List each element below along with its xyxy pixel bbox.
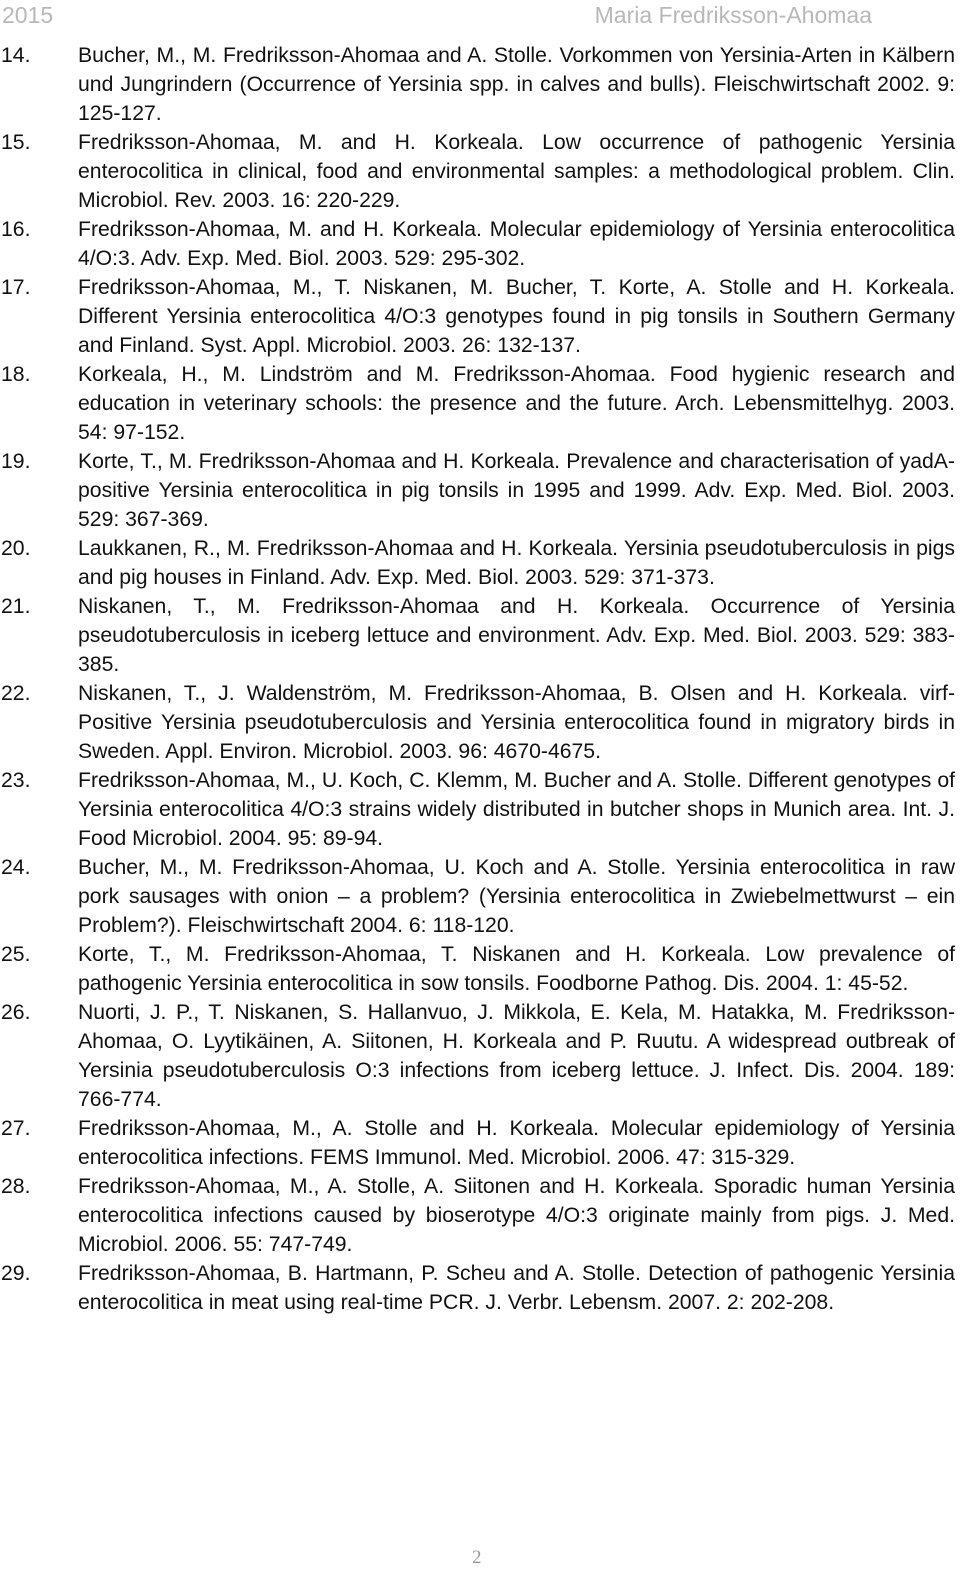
reference-number: 16. — [1, 218, 31, 241]
reference-number: 14. — [1, 44, 31, 67]
reference-number: 20. — [1, 537, 31, 560]
reference-text: Fredriksson-Ahomaa, M., T. Niskanen, M. Bucher, T. Korte, A. Stolle and H. Korkeala. Different Yersinia enterocolitica 4/O:3 genotypes found in pig tonsils in Southern Germany and Finland. Syst. Appl. Microbiol. 2003. 26: 132-137. — [78, 276, 955, 357]
header-author: Maria Fredriksson-Ahomaa — [594, 2, 872, 28]
reference-text: Korkeala, H., M. Lindström and M. Fredriksson-Ahomaa. Food hygienic research and education in veterinary schools: the presence and the future. Arch. Lebensmittelhyg. 2003. 54: 97-152. — [78, 363, 955, 444]
reference-number: 29. — [1, 1262, 31, 1285]
reference-number: 17. — [1, 276, 31, 299]
reference-item — [0, 273, 955, 360]
reference-number: 19. — [1, 450, 31, 473]
reference-text: Bucher, M., M. Fredriksson-Ahomaa, U. Koch and A. Stolle. Yersinia enterocolitica in raw pork sausages with onion – a problem? (Yersinia enterocolitica in Zwiebelmettwurst – ein Problem?). Fleischwirtschaft 2004. 6: 118-120. — [78, 856, 955, 937]
reference-text: Fredriksson-Ahomaa, B. Hartmann, P. Scheu and A. Stolle. Detection of pathogenic Yersinia enterocolitica in meat using real-time PCR. J. Verbr. Lebensm. 2007. 2: 202-208. — [78, 1262, 955, 1314]
reference-item — [0, 766, 955, 853]
page-number: 2 — [472, 1547, 482, 1568]
reference-text: Bucher, M., M. Fredriksson-Ahomaa and A. Stolle. Vorkommen von Yersinia-Arten in Kälbern und Jungrindern (Occurrence of Yersinia spp. in calves and bulls). Fleischwirtschaft 2002. 9: 125-127. — [78, 44, 955, 125]
reference-item — [0, 128, 955, 215]
reference-number: 23. — [1, 769, 31, 792]
reference-text: Korte, T., M. Fredriksson-Ahomaa, T. Niskanen and H. Korkeala. Low prevalence of pathogenic Yersinia enterocolitica in sow tonsils. Foodborne Pathog. Dis. 2004. 1: 45-52. — [78, 943, 955, 995]
reference-number: 28. — [1, 1175, 31, 1198]
reference-number: 25. — [1, 943, 31, 966]
reference-text: Korte, T., M. Fredriksson-Ahomaa and H. Korkeala. Prevalence and characterisation of yadA-positive Yersinia enterocolitica in pig tonsils in 1995 and 1999. Adv. Exp. Med. Biol. 2003. 529: 367-369. — [78, 450, 955, 531]
reference-text: Fredriksson-Ahomaa, M., A. Stolle, A. Siitonen and H. Korkeala. Sporadic human Yersinia enterocolitica infections caused by bioserotype 4/O:3 originate mainly from pigs. J. Med. Microbiol. 2006. 55: 747-749. — [78, 1175, 955, 1256]
reference-item — [0, 592, 955, 679]
reference-item — [0, 853, 955, 940]
reference-item — [0, 41, 955, 128]
reference-item — [0, 1172, 955, 1259]
page-header — [0, 0, 960, 30]
reference-number: 15. — [1, 131, 31, 154]
reference-text: Fredriksson-Ahomaa, M., A. Stolle and H. Korkeala. Molecular epidemiology of Yersinia enterocolitica infections. FEMS Immunol. Med. Microbiol. 2006. 47: 315-329. — [78, 1117, 955, 1169]
reference-text: Laukkanen, R., M. Fredriksson-Ahomaa and H. Korkeala. Yersinia pseudotuberculosis in pigs and pig houses in Finland. Adv. Exp. Med. Biol. 2003. 529: 371-373. — [78, 537, 955, 589]
reference-text: Nuorti, J. P., T. Niskanen, S. Hallanvuo, J. Mikkola, E. Kela, M. Hatakka, M. Fredriksson-Ahomaa, O. Lyytikäinen, A. Siitonen, H. Korkeala and P. Ruutu. A widespread outbreak of Yersinia pseudotuberculosis O:3 infections from iceberg lettuce. J. Infect. Dis. 2004. 189: 766-774. — [78, 1001, 955, 1111]
reference-number: 22. — [1, 682, 31, 705]
reference-list — [0, 41, 955, 1317]
header-year: 2015 — [2, 2, 54, 28]
reference-item — [0, 679, 955, 766]
reference-item — [0, 940, 955, 998]
reference-item — [0, 1114, 955, 1172]
reference-item — [0, 215, 955, 273]
reference-text: Fredriksson-Ahomaa, M. and H. Korkeala. Molecular epidemiology of Yersinia enterocolitica 4/O:3. Adv. Exp. Med. Biol. 2003. 529: 295-302. — [78, 218, 955, 270]
reference-item — [0, 534, 955, 592]
reference-number: 26. — [1, 1001, 31, 1024]
reference-number: 18. — [1, 363, 31, 386]
reference-text: Fredriksson-Ahomaa, M. and H. Korkeala. Low occurrence of pathogenic Yersinia enterocolitica in clinical, food and environmental samples: a methodological problem. Clin. Microbiol. Rev. 2003. 16: 220-229. — [78, 131, 955, 212]
reference-item — [0, 360, 955, 447]
reference-text: Niskanen, T., J. Waldenström, M. Fredriksson-Ahomaa, B. Olsen and H. Korkeala. virf-Positive Yersinia pseudotuberculosis and Yersinia enterocolitica found in migratory birds in Sweden. Appl. Environ. Microbiol. 2003. 96: 4670-4675. — [78, 682, 955, 763]
reference-number: 21. — [1, 595, 31, 618]
reference-number: 27. — [1, 1117, 31, 1140]
reference-number: 24. — [1, 856, 31, 879]
reference-text: Niskanen, T., M. Fredriksson-Ahomaa and H. Korkeala. Occurrence of Yersinia pseudotuberculosis in iceberg lettuce and environment. Adv. Exp. Med. Biol. 2003. 529: 383-385. — [78, 595, 955, 676]
reference-item — [0, 998, 955, 1114]
reference-text: Fredriksson-Ahomaa, M., U. Koch, C. Klemm, M. Bucher and A. Stolle. Different genotypes of Yersinia enterocolitica 4/O:3 strains widely distributed in butcher shops in Munich area. Int. J. Food Microbiol. 2004. 95: 89-94. — [78, 769, 955, 850]
reference-item — [0, 447, 955, 534]
reference-item — [0, 1259, 955, 1317]
